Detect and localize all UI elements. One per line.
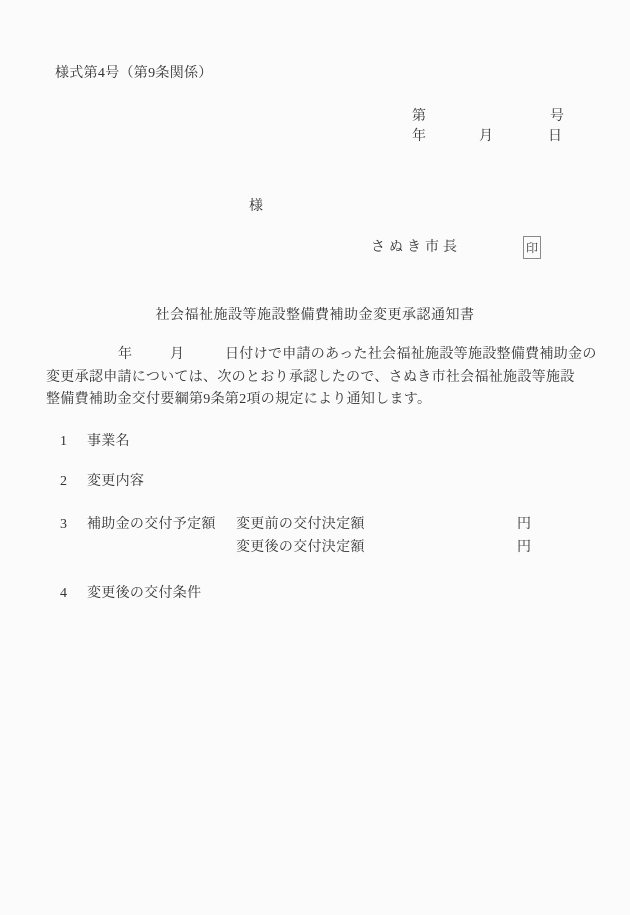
item-1-label: 事業名	[87, 434, 130, 449]
sender-name: さぬき市長	[371, 240, 461, 255]
item-4-number: 4	[60, 586, 68, 601]
doc-number-suffix: 号	[550, 109, 565, 124]
doc-number-prefix: 第	[412, 109, 427, 124]
item-2-number: 2	[60, 474, 68, 489]
item-4-label: 変更後の交付条件	[87, 586, 202, 601]
year-label: 年	[412, 129, 427, 144]
item-3-row-before-label: 変更前の交付決定額	[236, 517, 365, 532]
month-label: 月	[479, 129, 494, 144]
body-line1-month: 月	[170, 347, 185, 362]
item-3-number: 3	[60, 517, 68, 532]
item-2-label: 変更内容	[87, 474, 145, 489]
item-1-number: 1	[60, 434, 68, 449]
seal-label: 印	[525, 241, 538, 255]
item-3-label: 補助金の交付予定額	[87, 517, 216, 532]
body-line1-year: 年	[118, 347, 133, 362]
body-line2: 変更承認申請については、次のとおり承認したので、さぬき市社会福祉施設等施設	[46, 370, 575, 385]
body-line3: 整備費補助金交付要綱第9条第2項の規定により通知します。	[46, 392, 432, 407]
item-3-row-after-label: 変更後の交付決定額	[236, 540, 365, 555]
seal-box	[523, 236, 541, 259]
item-3-row-after-unit: 円	[517, 540, 532, 555]
day-label: 日	[548, 129, 563, 144]
recipient-honorific: 様	[249, 199, 264, 214]
item-3-row-before-unit: 円	[517, 517, 532, 532]
body-line1-rest: 日付けで申請のあった社会福祉施設等施設整備費補助金の	[225, 347, 597, 362]
document-title: 社会福祉施設等施設整備費補助金変更承認通知書	[155, 308, 475, 323]
form-number: 様式第4号（第9条関係）	[55, 66, 213, 81]
